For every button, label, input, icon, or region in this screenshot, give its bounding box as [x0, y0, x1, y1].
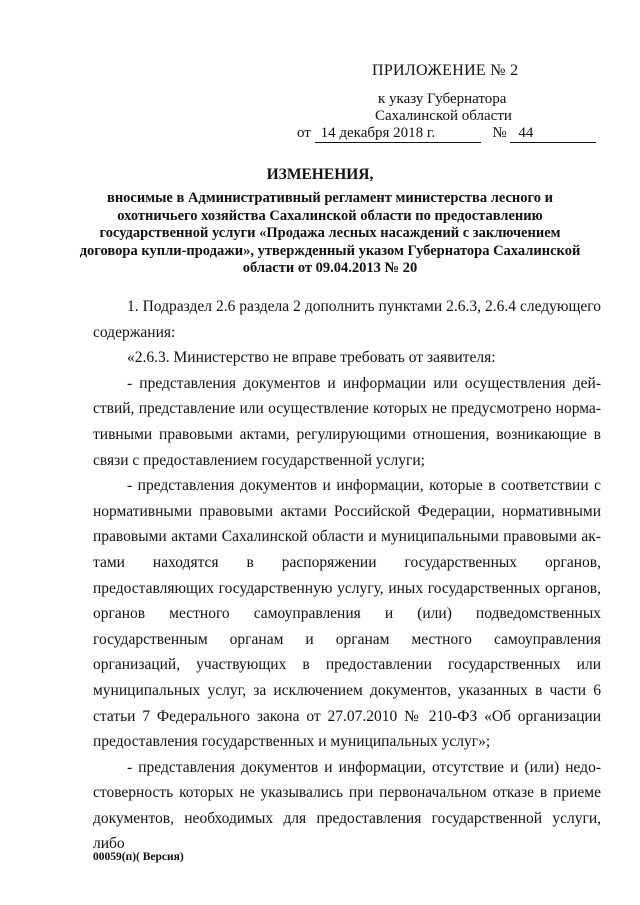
- paragraph: - представления документов и информации, которые в соответствии с нормативными правовыми актами Российской Федерации, нормативными правовыми актами Сахалинской области и муниципальными правовыми актами находятся в распоряжении государственных органов, предоставляющих государственную услугу, иных государственных органов, органов местного самоуправления и (или) подведомственных государственным органам и органам местного самоуправления организаций, участвующих в предоставлении государственных или муниципальных услуг, за исключением документов, указанных в части 6 статьи 7 Федерального закона от 27.07.2010 № 210-ФЗ «Об организации предоставления государственных и муниципальных услуг»;: [93, 477, 601, 751]
- document-body: [93, 294, 601, 857]
- number-label: №: [492, 125, 507, 141]
- paragraph: «2.6.3. Министерство не вправе требовать от заявителя:: [127, 349, 496, 367]
- document-title: ИЗМЕНЕНИЯ,: [266, 166, 374, 183]
- decree-number: 44: [510, 124, 596, 143]
- annex-title: ПРИЛОЖЕНИЕ № 2: [372, 62, 519, 79]
- annex-to-decree: к указу Губернатора: [378, 91, 507, 107]
- from-label: от: [297, 125, 311, 141]
- annex-region: Сахалинской области: [375, 108, 512, 124]
- document-subtitle: вносимые в Административный регламент министерства лесного и охотничьего хозяйства Сахалинской области по предоставлению государственной услуги «Продажа лесных насаждений с заключением договора купли-продажи», утвержденный указом Губернатора Сахалинской области от 09.04.2013 № 20: [79, 190, 581, 276]
- decree-date: 14 декабря 2018 г.: [315, 124, 481, 143]
- paragraph: 1. Подраздел 2.6 раздела 2 дополнить пунктами 2.6.3, 2.6.4 следующего содержания:: [93, 298, 601, 341]
- decree-reference: [297, 124, 607, 143]
- paragraph: - представления документов и информации или осуществления действий, представление или осуществление которых не предусмотрено нормативными правовыми актами, регулирующими отношения, возникающие в связи с предоставлением государственной услуги;: [93, 374, 601, 469]
- paragraph: - представления документов и информации, отсутствие и (или) недостоверность которых не указывались при первоначальном отказе в приеме документов, необходимых для предоставления государственной услуги, либо: [93, 758, 601, 853]
- version-footer: 00059(п)( Версия): [93, 851, 184, 863]
